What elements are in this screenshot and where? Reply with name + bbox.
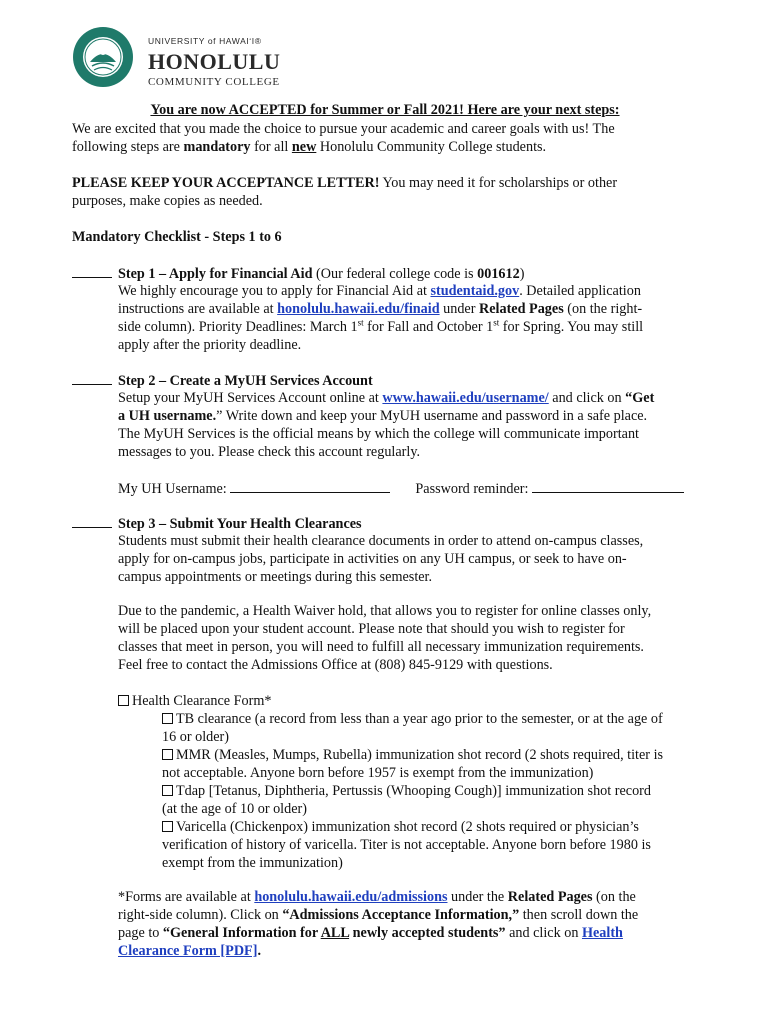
- step-1-checkbox-line[interactable]: [72, 264, 112, 278]
- step-2-text: ” Write down and keep your MyUH username and password in a safe place.: [216, 408, 648, 424]
- college-seal-icon: [72, 26, 134, 88]
- step-3-paragraph-2: [118, 602, 698, 674]
- step-2-text-3: The MyUH Services is the official means by which the college will communicate important: [118, 426, 639, 442]
- step-2-title: Step 2 – Create a MyUH Services Account: [118, 373, 373, 389]
- step-3-text: Students must submit their health clearance documents in order to attend on-campus classes,: [118, 533, 644, 549]
- intro-text: following steps are: [72, 139, 184, 155]
- username-fill-line[interactable]: [230, 479, 390, 493]
- step-2-text-4: messages to you. Please check this account regularly.: [118, 444, 421, 460]
- credentials-row: [118, 479, 698, 498]
- get-uh-username-emphasis-2: a UH username.: [118, 408, 217, 424]
- mandatory-emphasis: mandatory: [183, 139, 251, 155]
- step-1-text: for Spring. You may still: [499, 319, 644, 335]
- step-2-text: Setup your MyUH Services Account online at: [118, 390, 383, 406]
- requirement-text: not acceptable. Anyone born before 1957 is exempt from the immunization): [162, 765, 594, 781]
- get-uh-username-emphasis: “Get: [625, 390, 655, 406]
- tdap-checkbox[interactable]: [162, 785, 173, 796]
- step-3-text: apply for on-campus jobs, participate in activities on any UH campus, or seek to have on-: [118, 551, 627, 567]
- health-requirements-list: [162, 710, 707, 872]
- step-3-text: Due to the pandemic, a Health Waiver hold, that allows you to register for online classes only,: [118, 603, 652, 619]
- varicella-checkbox[interactable]: [162, 821, 173, 832]
- finaid-link[interactable]: honolulu.hawaii.edu/finaid: [277, 301, 440, 317]
- wordmark-university: UNIVERSITY of HAWAIʻI®: [148, 36, 262, 46]
- wordmark-honolulu: HONOLULU: [148, 49, 281, 74]
- acceptance-info-emphasis: “Admissions Acceptance Information,”: [282, 907, 520, 923]
- step-3-checkbox-line[interactable]: [72, 514, 112, 528]
- wordmark-community-college: COMMUNITY COLLEGE: [148, 76, 280, 88]
- step-1-heading: [72, 264, 712, 283]
- step-1-text: under: [439, 301, 479, 317]
- username-label: My UH Username:: [118, 481, 227, 497]
- keep-letter-text: You may need it for scholarships or other: [379, 175, 618, 191]
- note-text: *Forms are available at: [118, 889, 255, 905]
- requirement-text: verification of history of varicella. Titer is not acceptable. Anyone born before 1980 is: [162, 837, 651, 853]
- new-emphasis: new: [291, 139, 317, 155]
- requirement-text: MMR (Measles, Mumps, Rubella) immunization shot record (2 shots required, titer is: [176, 747, 664, 763]
- step-1-body: [118, 282, 698, 354]
- keep-letter-paragraph: [72, 174, 712, 210]
- note-text: and click on: [505, 925, 582, 941]
- health-form-link[interactable]: Health: [581, 925, 623, 941]
- tb-checkbox[interactable]: [162, 713, 173, 724]
- note-period: .: [257, 943, 261, 959]
- requirement-text: 16 or older): [162, 729, 229, 745]
- intro-paragraph: [72, 120, 712, 156]
- requirement-tb: [162, 710, 707, 746]
- forms-note: [118, 888, 698, 960]
- general-info-emphasis-2: newly accepted students”: [349, 925, 506, 941]
- step-1-title: Step 1 – Apply for Financial Aid: [118, 266, 313, 282]
- health-form-checkbox[interactable]: [118, 695, 129, 706]
- step-1-text: We highly encourage you to apply for Financial Aid at: [118, 283, 431, 299]
- step-3-title: Step 3 – Submit Your Health Clearances: [118, 516, 362, 532]
- health-form-link-2[interactable]: Clearance Form [PDF]: [118, 943, 258, 959]
- requirement-tdap: [162, 782, 707, 818]
- related-pages-emphasis: Related Pages: [479, 301, 564, 317]
- keep-letter-text-2: purposes, make copies as needed.: [72, 193, 263, 209]
- college-logo: [72, 26, 281, 92]
- step-1-text: instructions are available at: [118, 301, 278, 317]
- mmr-checkbox[interactable]: [162, 749, 173, 760]
- all-emphasis: ALL: [320, 925, 350, 941]
- password-fill-line[interactable]: [532, 479, 684, 493]
- requirement-mmr: [162, 746, 707, 782]
- step-1-text: (on the right-: [563, 301, 643, 317]
- intro-text: Honolulu Community College students.: [316, 139, 547, 155]
- general-info-emphasis: “General Information for: [162, 925, 321, 941]
- intro-line-2: [72, 138, 712, 156]
- username-link[interactable]: www.hawaii.edu/username/: [382, 390, 549, 406]
- note-text: page to: [118, 925, 163, 941]
- admissions-link[interactable]: honolulu.hawaii.edu/admissions: [254, 889, 448, 905]
- requirement-text: TB clearance (a record from less than a year ago prior to the semester, or at the age of: [176, 711, 663, 727]
- checklist-title: Mandatory Checklist - Steps 1 to 6: [72, 229, 282, 245]
- intro-line-1: We are excited that you made the choice to pursue your academic and career goals with us! The: [72, 121, 615, 137]
- studentaid-link[interactable]: studentaid.gov: [430, 283, 520, 299]
- step-1-title-rest: (Our federal college code is: [312, 266, 478, 282]
- intro-text: for all: [250, 139, 292, 155]
- requirement-text: (at the age of 10 or older): [162, 801, 307, 817]
- requirement-text: Tdap [Tetanus, Diphtheria, Pertussis (Whooping Cough)] immunization shot record: [176, 783, 651, 799]
- health-form-label: Health Clearance Form*: [132, 693, 272, 709]
- step-2-checkbox-line[interactable]: [72, 371, 112, 385]
- note-text: (on the: [592, 889, 636, 905]
- step-3-paragraph-1: [118, 532, 698, 586]
- related-pages-emphasis: Related Pages: [507, 889, 593, 905]
- note-text: right-side column). Click on: [118, 907, 283, 923]
- note-text: then scroll down the: [519, 907, 639, 923]
- page-title: You are now ACCEPTED for Summer or Fall 2021! Here are your next steps:: [150, 102, 620, 118]
- step-3-text: will be placed upon your student account. Please note that should you wish to register for: [118, 621, 625, 637]
- ordinal-sup: st: [357, 317, 364, 328]
- step-3-text: campus appointments or meetings during this semester.: [118, 569, 433, 585]
- step-2-text: and click on: [548, 390, 626, 406]
- federal-code: 001612: [477, 266, 520, 282]
- step-1-text-last: apply after the priority deadline.: [118, 337, 302, 353]
- keep-letter-heading: PLEASE KEEP YOUR ACCEPTANCE LETTER!: [72, 175, 380, 191]
- step-1-text: side column). Priority Deadlines: March 1: [118, 319, 358, 335]
- step-3-text: Feel free to contact the Admissions Office at (808) 845-9129 with questions.: [118, 657, 553, 673]
- step-3-heading: [72, 514, 712, 533]
- step-1-close: ): [519, 266, 525, 282]
- step-1-text: . Detailed application: [519, 283, 641, 299]
- step-3-text: classes that meet in person, you will need to fulfill all necessary immunization requirements.: [118, 639, 644, 655]
- step-1-text: for Fall and October 1: [363, 319, 494, 335]
- password-label: Password reminder:: [415, 481, 529, 497]
- requirement-varicella: [162, 818, 707, 872]
- requirement-text: Varicella (Chickenpox) immunization shot record (2 shots required or physician’s: [176, 819, 639, 835]
- requirement-text: exempt from the immunization): [162, 855, 343, 871]
- note-text: under the: [447, 889, 508, 905]
- health-clearance-form-item: [118, 692, 271, 710]
- step-2-body: [118, 389, 698, 461]
- step-2-heading: [72, 371, 712, 390]
- ordinal-sup: st: [493, 317, 500, 328]
- college-wordmark: [148, 32, 280, 91]
